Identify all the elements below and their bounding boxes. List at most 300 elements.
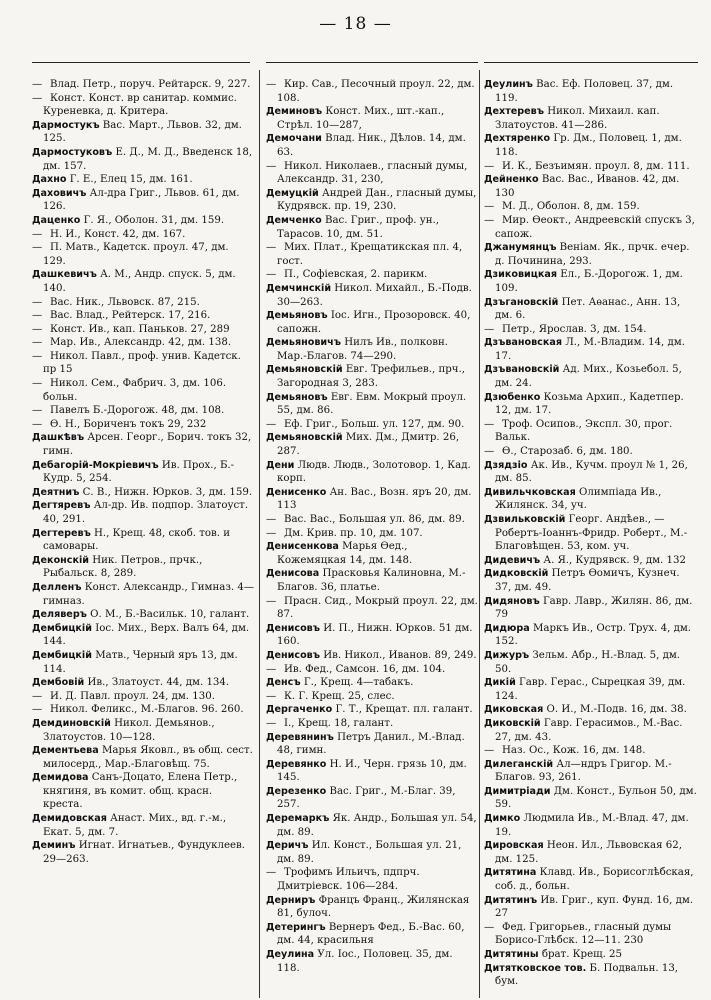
entry-details: Гр. Дм., Половец. 1, дм. 118. <box>495 133 682 158</box>
entry-details: Неон. Ил., Львовская 62, дм. 125. <box>495 840 682 865</box>
entry-details: Игнат. Игнатьев., Фундуклеев. 29—263. <box>43 840 246 865</box>
directory-entry <box>266 785 478 812</box>
directory-entry <box>266 921 478 948</box>
column-1 <box>32 78 254 866</box>
entry-details: Еф. Григ., Больш. ул. 127, дм. 90. <box>284 418 465 430</box>
ditto-dash: — <box>266 527 277 539</box>
entry-details: Ак. Ив., Кучм. проул № 1, 26, дм. 85. <box>495 459 688 485</box>
entry-surname: Дашкѣвъ <box>32 432 85 444</box>
directory-entry <box>32 812 254 839</box>
entry-details: Зельм. Абр., Н.-Влад. 5, дм. 50. <box>495 649 681 675</box>
entry-surname: Деулина <box>266 949 315 960</box>
top-rule <box>266 62 478 63</box>
entry-details: П., Софіевская, 2. парикм. <box>284 269 428 281</box>
entry-surname: Дехтеревъ <box>484 106 544 118</box>
directory-entry <box>484 391 698 418</box>
entry-surname: Демьяновъ <box>266 310 328 322</box>
directory-entry <box>32 309 254 323</box>
entry-details: А. Я., Кудрявск. 9, дм. 132 <box>543 554 686 566</box>
entry-details: Трофимъ Ильичъ, пдпрч. Дмитріевск. 106—284. <box>277 867 420 893</box>
directory-entry <box>266 214 478 241</box>
directory-entry <box>266 595 478 622</box>
entry-details: Вас. Григ., М.-Благ. 39, 257. <box>277 785 456 811</box>
entry-surname: Делленъ <box>32 581 82 593</box>
directory-entry <box>32 486 254 500</box>
entry-details: Троф. Осипов., Экспл. 30, прог. Вальк. <box>495 418 673 444</box>
directory-entry <box>32 146 254 173</box>
ditto-dash: — <box>32 79 43 90</box>
entry-details: Вас. Март., Львов. 32, дм. 125. <box>43 119 242 145</box>
entry-surname: Дергаченко <box>266 704 333 716</box>
entry-surname: Дехтяренко <box>484 133 551 145</box>
entry-surname: Дембицкій <box>32 649 92 661</box>
column-divider <box>259 70 260 998</box>
entry-details: И. Д. Павл. проул. 24, дм. 130. <box>50 690 215 702</box>
directory-entry <box>32 92 254 119</box>
directory-entry <box>266 894 478 921</box>
ditto-dash: — <box>266 160 277 172</box>
directory-entry <box>484 336 698 363</box>
entry-surname: Деятниъ <box>32 486 80 498</box>
ditto-dash: — <box>32 228 43 240</box>
entry-surname: Даценко <box>32 214 81 226</box>
ditto-dash: — <box>266 269 277 281</box>
entry-details: Матв., Черный яръ 13, дм. 114. <box>43 649 238 675</box>
entry-details: Евг. Евм. Мокрый проул. 55, дм. 86. <box>277 391 467 417</box>
entry-surname: Демидова <box>32 772 89 784</box>
entry-surname: Дебагорій-Мокріевичъ <box>32 459 159 471</box>
directory-entry <box>32 78 254 92</box>
entry-surname: Дашкевичъ <box>32 269 97 281</box>
ditto-dash: — <box>32 350 43 362</box>
entry-details: И. К., Безъимян. проул. 8, дм. 111. <box>502 160 690 172</box>
directory-entry <box>32 608 254 622</box>
directory-entry <box>32 377 254 404</box>
entry-details: Ил. Конст., Большая ул. 21, дм. 89. <box>277 840 462 865</box>
entry-details: Ал-дра Григ., Львов. 61, дм. 126. <box>43 187 240 213</box>
entry-surname: Дитятины <box>484 949 539 960</box>
entry-details: Францъ Франц., Жилянская 81, булоч. <box>277 894 470 920</box>
entry-surname: Дармостуковъ <box>32 146 113 158</box>
entry-surname: Деричъ <box>266 840 309 852</box>
entry-details: Маркъ Ив., Остр. Трух. 4, дм. 152. <box>495 622 692 648</box>
entry-details: Гавр. Герасимов., М.-Вас. 27, дм. 43. <box>495 717 683 743</box>
entry-surname: Дени <box>266 459 295 471</box>
directory-entry <box>32 228 254 242</box>
entry-surname: Демьяновскій <box>266 364 343 376</box>
entry-details: Никол. Сем., Фабрич. 3, дм. 106. больн. <box>43 378 227 403</box>
entry-surname: Диковскій <box>484 717 541 729</box>
entry-details: Санъ-Доцато, Елена Петр., княгиня, въ комит. общ. красн. креста. <box>43 772 238 811</box>
entry-surname: Дзядзіо <box>484 459 528 471</box>
entry-details: Ан. Вас., Возн. яръ 20, дм. 113 <box>277 486 472 512</box>
entry-details: Н., Крещ. 48, скоб. тов. и самовары. <box>43 527 231 553</box>
directory-entry <box>266 160 478 187</box>
directory-entry <box>484 595 698 622</box>
entry-details: Як. Андр., Большая ул. 54, дм. 89. <box>277 813 477 838</box>
entry-details: Павелъ Б.-Дорогож. 48, дм. 108. <box>50 405 225 417</box>
entry-surname: Дзъгановскій <box>484 296 559 308</box>
directory-entry <box>484 962 698 989</box>
entry-surname: Денисенкова <box>266 541 339 553</box>
directory-entry <box>266 282 478 309</box>
entry-details: Г. Я., Оболон. 31, дм. 159. <box>83 214 225 226</box>
directory-entry <box>484 418 698 445</box>
entry-details: Вернеръ Фед., Б.-Вас. 60, дм. 44, красильня <box>277 921 465 947</box>
directory-entry <box>32 187 254 214</box>
directory-entry <box>266 622 478 649</box>
entry-details: Ив. Фед., Самсон. 16, дм. 104. <box>284 663 446 675</box>
directory-entry <box>484 744 698 758</box>
directory-entry <box>484 513 698 554</box>
entry-surname: Денисовъ <box>266 622 320 634</box>
entry-surname: Дилеганскій <box>484 758 554 770</box>
entry-surname: Дзюбенко <box>484 391 541 403</box>
ditto-dash: — <box>32 690 43 702</box>
directory-entry <box>32 703 254 717</box>
directory-entry <box>484 622 698 649</box>
entry-surname: Дидяновъ <box>484 595 540 607</box>
entry-details: П. Матв., Кадетск. проул. 47, дм. 129. <box>43 242 229 267</box>
entry-surname: Дейненко <box>484 174 539 186</box>
entry-details: Петръ Данил., М.-Влад. 48, гимн. <box>277 731 465 757</box>
entry-surname: Демьяновскій <box>266 432 343 444</box>
entry-details: Андрей Дан., гласный думы, Кудрявск. пр. 19, 230. <box>277 187 477 213</box>
directory-entry <box>484 554 698 568</box>
entry-details: Марья Яковл., въ общ. сест. милосерд., Мар.-Благовѣщ. 75. <box>43 745 253 770</box>
entry-surname: Демчинскій <box>266 282 332 294</box>
directory-entry <box>266 567 478 594</box>
entry-details: Е. Д., М. Д., Введенск 18, дм. 157. <box>43 146 253 172</box>
entry-details: Ѳ., Старозаб. 6, дм. 180. <box>502 446 633 458</box>
directory-entry <box>266 866 478 893</box>
entry-surname: Димитріади <box>484 785 551 797</box>
ditto-dash: — <box>32 310 43 322</box>
entry-details: Г. Е., Елец 15, дм. 161. <box>69 174 193 186</box>
entry-surname: Денисенко <box>266 486 327 498</box>
ditto-dash: — <box>266 867 277 879</box>
entry-details: Дм. Конст., Бульон 50, дм. 59. <box>495 785 697 811</box>
entry-details: Марья Ѳед., Кожемяцкая 14, дм. 148. <box>277 541 413 566</box>
entry-surname: Дерезенко <box>266 785 327 797</box>
ditto-dash: — <box>484 323 495 335</box>
ditto-dash: — <box>484 745 495 757</box>
column-divider <box>479 70 480 998</box>
directory-entry <box>484 785 698 812</box>
column-2 <box>266 78 478 975</box>
entry-surname: Дембовій <box>32 677 85 689</box>
entry-surname: Дитятина <box>484 867 537 879</box>
entry-details: Веніам. Як., прчк. ечер. д. Починина, 293. <box>495 242 690 267</box>
entry-details: Никол. Павл., проф. унив. Кадетск. пр 15 <box>43 350 241 376</box>
entry-details: Гавр. Лавр., Жилян. 86, дм. 79 <box>495 595 693 621</box>
entry-details: Л., М.-Владим. 14, дм. 17. <box>495 337 685 362</box>
directory-entry <box>32 296 254 310</box>
directory-entry <box>266 391 478 418</box>
column-3 <box>484 78 698 989</box>
ditto-dash: — <box>266 717 277 729</box>
entry-details: Влад. Ник., Дѣлов. 14, дм. 63. <box>277 133 466 158</box>
entry-surname: Дидюра <box>484 622 530 634</box>
entry-details: Дм. Крив. пр. 10, дм. 107. <box>284 527 423 539</box>
ditto-dash: — <box>266 663 277 675</box>
directory-entry <box>266 690 478 704</box>
entry-details: Вас. Еф. Половец. 37, дм. 119. <box>495 79 674 104</box>
directory-entry <box>266 717 478 731</box>
directory-entry <box>266 132 478 159</box>
directory-entry <box>484 703 698 717</box>
entry-surname: Деулинъ <box>484 79 533 90</box>
entry-surname: Дитятинъ <box>484 894 538 906</box>
directory-entry <box>484 296 698 323</box>
entry-surname: Дармостукъ <box>32 119 100 131</box>
entry-surname: Дегтеревъ <box>32 527 91 539</box>
entry-surname: Денсъ <box>266 677 301 689</box>
entry-details: О. И., М.-Подв. 16, дм. 38. <box>546 704 687 716</box>
directory-entry <box>32 404 254 418</box>
ditto-dash: — <box>266 242 277 254</box>
entry-details: Н. И., Конст. 42, дм. 167. <box>50 228 186 240</box>
entry-surname: Дзъвановскій <box>484 364 560 376</box>
directory-entry <box>266 540 478 567</box>
ditto-dash: — <box>266 514 277 525</box>
entry-details: Влад. Петр., поруч. Рейтарск. 9, 227. <box>50 79 251 90</box>
directory-entry <box>32 173 254 187</box>
directory-entry <box>32 214 254 228</box>
directory-entry <box>484 268 698 295</box>
entry-details: Вас. Вас., Большая ул. 86, дм. 89. <box>284 514 465 525</box>
ditto-dash: — <box>32 323 43 335</box>
directory-entry <box>484 214 698 241</box>
directory-entry <box>484 459 698 486</box>
top-rule <box>484 62 698 63</box>
ditto-dash: — <box>32 405 43 417</box>
directory-entry <box>266 663 478 677</box>
entry-details: Іос. Игн., Прозоровск. 40, сапожн. <box>277 310 471 335</box>
entry-surname: Денисовъ <box>266 649 320 661</box>
directory-entry <box>484 894 698 921</box>
directory-entry <box>266 649 478 663</box>
directory-entry <box>32 717 254 744</box>
directory-entry <box>266 758 478 785</box>
entry-details: Мих. Дм., Дмитр. 26, 287. <box>277 432 460 458</box>
entry-details: Фед. Григорьев., гласный думы Борисо-Глѣбск. 12—11. 230 <box>495 921 672 947</box>
ditto-dash: — <box>484 214 495 226</box>
entry-details: Никол. Михайл., Б.-Подв. 30—263. <box>277 282 472 308</box>
entry-surname: Дзиковицкая <box>484 269 557 281</box>
entry-surname: Денисова <box>266 568 320 580</box>
entry-surname: Дембицкій <box>32 622 92 634</box>
entry-details: Вас. Григ., проф. ун., Тарасов. 10, дм. 51. <box>277 214 439 240</box>
directory-entry <box>32 459 254 486</box>
ditto-dash: — <box>266 418 277 430</box>
entry-details: Никол. Михаил. кап. Златоустов. 41—286. <box>495 106 660 131</box>
entry-surname: Дировская <box>484 840 544 852</box>
entry-details: Вас. Ник., Львовск. 87, 215. <box>50 296 200 308</box>
directory-entry <box>484 676 698 703</box>
entry-details: С. В., Нижн. Юрков. 3, дм. 159. <box>82 486 253 498</box>
entry-surname: Демидовская <box>32 813 107 825</box>
top-rule <box>32 62 250 63</box>
entry-surname: Деминъ <box>32 840 76 852</box>
directory-entry <box>32 690 254 704</box>
entry-details: Наз. Ос., Кож. 16, дм. 148. <box>502 745 646 757</box>
directory-entry <box>484 200 698 214</box>
entry-details: Вас. Влад., Рейтерск. 17, 216. <box>50 310 211 322</box>
entry-surname: Дегтяревъ <box>32 500 91 512</box>
entry-details: Ул. Іос., Половец. 35, дм. 118. <box>277 949 453 974</box>
entry-details: Конст. Мих., шт.-кап., Стрѣл. 10—287, <box>277 106 445 131</box>
entry-details: Петр., Ярослав. 3, дм. 154. <box>502 323 647 335</box>
entry-surname: Демченко <box>266 214 322 226</box>
entry-details: І., Крещ. 18, галант. <box>284 717 394 729</box>
entry-surname: Демдиновскій <box>32 717 111 729</box>
entry-details: Ел., Б.-Дорогож. 1, дм. 109. <box>495 269 683 294</box>
entry-details: Никол. Николаев., гласный думы, Александр. 31, 230, <box>277 160 468 186</box>
directory-entry <box>266 812 478 839</box>
directory-entry <box>32 649 254 676</box>
entry-surname: Демьяновъ <box>266 391 328 403</box>
directory-entry <box>484 866 698 893</box>
entry-details: Олимпіада Ив., Жилянск. 34, уч. <box>495 486 662 512</box>
entry-details: Гавр. Герас., Сырецкая 39, дм. 124. <box>495 677 686 702</box>
entry-surname: Деляверъ <box>32 609 87 621</box>
directory-entry <box>266 459 478 486</box>
directory-entry <box>484 486 698 513</box>
entry-details: Ив. Григ., куп. Фунд. 16, дм. 27 <box>495 894 694 920</box>
entry-surname: Дижуръ <box>484 649 530 661</box>
directory-entry <box>32 119 254 146</box>
directory-entry <box>266 513 478 527</box>
directory-entry <box>484 160 698 174</box>
directory-entry <box>484 363 698 390</box>
entry-details: Мир. Ѳеокт., Андреевскій спускъ 3, сапож. <box>495 214 695 240</box>
directory-entry <box>484 567 698 594</box>
entry-details: Пет. Аѳанас., Анн. 13, дм. 6. <box>495 296 681 322</box>
directory-entry <box>32 676 254 690</box>
entry-surname: Деревянко <box>266 758 327 770</box>
entry-details: Мих. Плат., Крещатикская пл. 4, гост. <box>277 242 463 267</box>
directory-entry <box>484 173 698 200</box>
entry-details: Іос. Мих., Верх. Валъ 64, дм. 144. <box>43 622 250 648</box>
entry-details: Конст. Конст. вр санитар. коммис. Куреневка, д. Критера. <box>43 92 237 118</box>
entry-details: Никол. Феликс., М.-Благов. 96. 260. <box>50 704 244 716</box>
entry-details: М. Д., Оболон. 8, дм. 159. <box>502 201 640 213</box>
directory-entry <box>484 445 698 459</box>
entry-details: Б. Подвальн. 13, бум. <box>495 962 679 988</box>
directory-entry <box>266 268 478 282</box>
directory-entry <box>266 241 478 268</box>
entry-surname: Демочани <box>266 133 322 145</box>
directory-entry <box>32 431 254 458</box>
directory-entry <box>266 676 478 690</box>
entry-details: О. М., Б.-Васильк. 10, галант. <box>90 609 250 621</box>
entry-details: Вас. Вас., Иванов. 42, дм. 130 <box>495 174 680 199</box>
entry-surname: Джанумянцъ <box>484 242 557 254</box>
directory-entry <box>266 105 478 132</box>
entry-details: Людмила Ив., М.-Влад. 47, дм. 19. <box>495 813 689 838</box>
entry-details: Н. И., Черн. грязь 10, дм. 145. <box>277 758 467 784</box>
directory-entry <box>266 703 478 717</box>
ditto-dash: — <box>484 446 495 458</box>
entry-details: Ал—ндръ Григор. М.-Благов. 93, 261. <box>495 758 672 784</box>
ditto-dash: — <box>266 595 277 607</box>
entry-details: И. П., Нижн. Юрков. 51 дм. 160. <box>277 622 473 648</box>
entry-details: Арсен. Георг., Борич. токъ 32, гимн. <box>43 432 252 458</box>
entry-details: Петръ Ѳомичъ, Кузнеч. 37, дм. 49. <box>495 568 680 593</box>
page-number: — 18 — <box>319 14 392 34</box>
ditto-dash: — <box>32 337 43 349</box>
entry-details: Г., Крещ. 4—табакъ. <box>303 677 414 689</box>
directory-entry <box>266 363 478 390</box>
ditto-dash: — <box>32 378 43 390</box>
entry-surname: Дерниръ <box>266 894 316 906</box>
entry-details: Нилъ Ив., полковн. Мар.-Благов. 74—290. <box>277 337 449 362</box>
directory-entry <box>266 948 478 975</box>
directory-entry <box>266 78 478 105</box>
entry-surname: Даховичъ <box>32 187 87 199</box>
ditto-dash: — <box>484 921 495 933</box>
ditto-dash: — <box>32 92 43 104</box>
entry-surname: Демьяновичъ <box>266 337 341 349</box>
entry-details: Евг. Трефильев., прч., Загородная 3, 283. <box>277 364 465 390</box>
ditto-dash: — <box>266 79 277 90</box>
entry-surname: Дидевичъ <box>484 554 541 566</box>
directory-entry <box>32 839 254 866</box>
directory-entry <box>484 921 698 948</box>
directory-entry <box>484 78 698 105</box>
entry-surname: Деминовъ <box>266 106 323 118</box>
ditto-dash: — <box>266 690 277 702</box>
entry-details: Прасковья Калиновна, М.-Благов. 36, платье. <box>277 568 466 593</box>
entry-surname: Дикій <box>484 677 516 689</box>
directory-entry <box>32 418 254 432</box>
entry-details: Ѳ. Н., Бориченъ токъ 29, 232 <box>50 418 207 430</box>
directory-entry <box>266 336 478 363</box>
entry-surname: Дзвильковскій <box>484 514 566 525</box>
entry-surname: Диковская <box>484 704 544 716</box>
ditto-dash: — <box>32 242 43 254</box>
ditto-dash: — <box>32 418 43 430</box>
directory-entry <box>32 581 254 608</box>
directory-entry <box>32 744 254 771</box>
directory-entry <box>484 105 698 132</box>
entry-details: Конст. Ив., кап. Паньков. 27, 289 <box>50 323 230 335</box>
entry-details: Никол. Демьянов., Златоустов. 10—128. <box>43 717 215 743</box>
entry-details: Ник. Петров., прчк., Рыбальск. 8, 289. <box>43 554 203 580</box>
entry-details: Козьма Архип., Кадетпер. 12, дм. 17. <box>495 391 684 417</box>
entry-surname: Дементьева <box>32 745 99 757</box>
entry-details: Ив. Прох., Б.-Кудр. 5, 254. <box>43 459 235 485</box>
directory-entry <box>32 554 254 581</box>
entry-surname: Дивильчковская <box>484 486 576 498</box>
directory-entry <box>484 758 698 785</box>
entry-details: Ад. Мих., Козьебол. 5, дм. 24. <box>495 364 682 390</box>
entry-details: Мар. Ив., Александр. 42, дм. 138. <box>50 337 232 349</box>
ditto-dash: — <box>32 704 43 716</box>
entry-surname: Демуцкій <box>266 187 319 199</box>
entry-details: Ив., Златоуст. 44, дм. 134. <box>87 677 230 689</box>
entry-surname: Дахно <box>32 174 67 186</box>
directory-entry <box>32 527 254 554</box>
directory-entry <box>266 309 478 336</box>
ditto-dash: — <box>484 160 495 172</box>
entry-details: К. Г. Крещ. 25, слес. <box>284 690 395 702</box>
entry-surname: Дидковскій <box>484 568 549 580</box>
entry-surname: Деремаркъ <box>266 813 330 825</box>
ditto-dash: — <box>32 296 43 308</box>
ditto-dash: — <box>484 201 495 213</box>
